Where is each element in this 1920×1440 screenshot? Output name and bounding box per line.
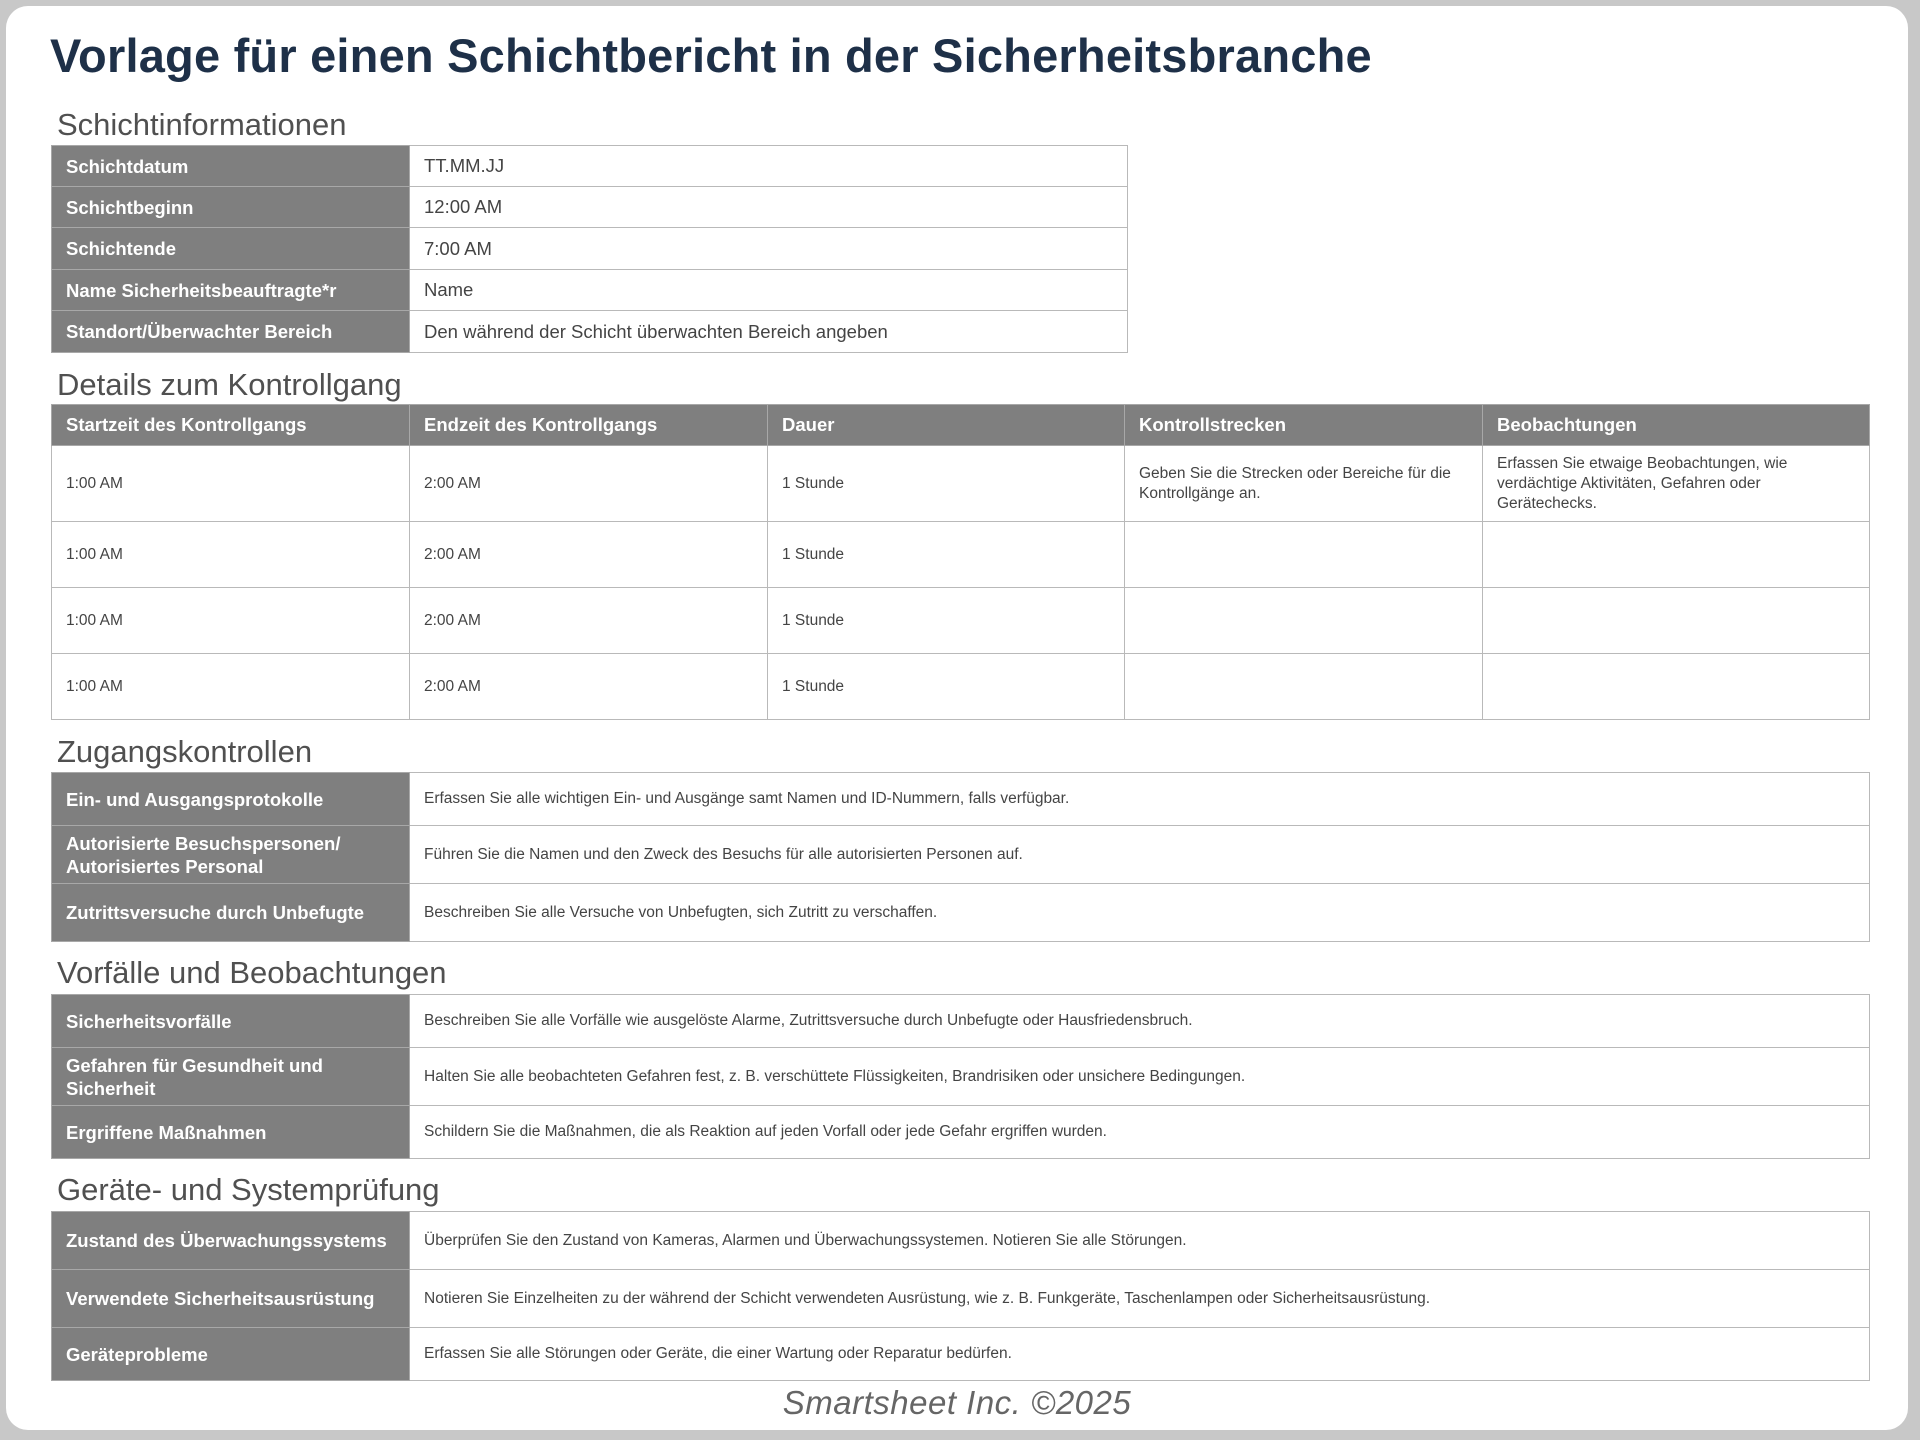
- column-header-observations: Beobachtungen: [1483, 405, 1870, 446]
- table-row: [52, 884, 1870, 942]
- security-incidents-field[interactable]: Beschreiben Sie alle Vorfälle wie ausgelöste Alarme, Zutrittsversuche durch Unbefugte oder Hausfriedensbruch.: [410, 995, 1870, 1048]
- table-row: [52, 1328, 1870, 1381]
- patrol-end-cell[interactable]: 2:00 AM: [410, 446, 768, 522]
- actions-taken-field[interactable]: Schildern Sie die Maßnahmen, die als Reaktion auf jeden Vorfall oder jede Gefahr ergriffen wurden.: [410, 1106, 1870, 1159]
- patrol-table: [51, 404, 1870, 720]
- patrol-end-cell[interactable]: 2:00 AM: [410, 654, 768, 720]
- table-row: [52, 654, 1870, 720]
- patrol-start-cell[interactable]: 1:00 AM: [52, 522, 410, 588]
- patrol-start-cell[interactable]: 1:00 AM: [52, 654, 410, 720]
- entry-exit-log-field[interactable]: Erfassen Sie alle wichtigen Ein- und Ausgänge samt Namen und ID-Nummern, falls verfügbar.: [410, 773, 1870, 826]
- column-header-routes: Kontrollstrecken: [1125, 405, 1483, 446]
- table-row: [52, 1048, 1870, 1106]
- shift-info-row: [52, 311, 1128, 353]
- section-title-access: Zugangskontrollen: [57, 734, 313, 769]
- equipment-issues-label: Geräteprobleme: [52, 1328, 410, 1381]
- shift-end-field[interactable]: 7:00 AM: [410, 228, 1128, 270]
- patrol-start-cell[interactable]: 1:00 AM: [52, 446, 410, 522]
- surveillance-status-field[interactable]: Überprüfen Sie den Zustand von Kameras, Alarmen und Überwachungssystemen. Notieren Sie alle Störungen.: [410, 1212, 1870, 1270]
- equipment-table: [51, 1211, 1870, 1381]
- safety-equipment-field[interactable]: Notieren Sie Einzelheiten zu der während der Schicht verwendeten Ausrüstung, wie z. B. Funkgeräte, Taschenlampen oder Sicherheitsausrüstung.: [410, 1270, 1870, 1328]
- footer-copyright: Smartsheet Inc. ©2025: [782, 1384, 1132, 1421]
- patrol-duration-cell[interactable]: 1 Stunde: [768, 446, 1125, 522]
- table-row: [52, 773, 1870, 826]
- location-field[interactable]: Den während der Schicht überwachten Bereich angeben: [410, 311, 1128, 353]
- patrol-routes-cell[interactable]: [1125, 522, 1483, 588]
- surveillance-status-label: Zustand des Überwachungssystems: [52, 1212, 410, 1270]
- shift-info-row: [52, 228, 1128, 270]
- entry-exit-log-label: Ein- und Ausgangsprotokolle: [52, 773, 410, 826]
- officer-name-field[interactable]: Name: [410, 270, 1128, 311]
- table-row: [52, 522, 1870, 588]
- column-header-duration: Dauer: [768, 405, 1125, 446]
- patrol-observations-cell[interactable]: Erfassen Sie etwaige Beobachtungen, wie verdächtige Aktivitäten, Gefahren oder Gerätechecks.: [1483, 446, 1870, 522]
- column-header-end: Endzeit des Kontrollgangs: [410, 405, 768, 446]
- patrol-end-cell[interactable]: 2:00 AM: [410, 522, 768, 588]
- section-title-shift-info: Schichtinformationen: [57, 107, 347, 142]
- table-row: [52, 1106, 1870, 1159]
- patrol-routes-cell[interactable]: Geben Sie die Strecken oder Bereiche für die Kontrollgänge an.: [1125, 446, 1483, 522]
- shift-info-row: [52, 270, 1128, 311]
- shift-date-label: Schichtdatum: [52, 146, 410, 187]
- unauthorized-attempts-field[interactable]: Beschreiben Sie alle Versuche von Unbefugten, sich Zutritt zu verschaffen.: [410, 884, 1870, 942]
- table-row: [52, 995, 1870, 1048]
- shift-end-label: Schichtende: [52, 228, 410, 270]
- patrol-routes-cell[interactable]: [1125, 588, 1483, 654]
- shift-info-row: [52, 146, 1128, 187]
- patrol-duration-cell[interactable]: 1 Stunde: [768, 654, 1125, 720]
- section-title-incidents: Vorfälle und Beobachtungen: [57, 955, 447, 990]
- patrol-routes-cell[interactable]: [1125, 654, 1483, 720]
- incidents-table: [51, 994, 1870, 1159]
- health-safety-hazards-label: Gefahren für Gesundheit und Sicherheit: [52, 1048, 410, 1106]
- safety-equipment-label: Verwendete Sicherheitsausrüstung: [52, 1270, 410, 1328]
- document-sheet: [6, 6, 1908, 1430]
- patrol-observations-cell[interactable]: [1483, 588, 1870, 654]
- shift-info-table: [51, 145, 1128, 353]
- shift-info-row: [52, 187, 1128, 228]
- shift-start-label: Schichtbeginn: [52, 187, 410, 228]
- location-label: Standort/Überwachter Bereich: [52, 311, 410, 353]
- patrol-duration-cell[interactable]: 1 Stunde: [768, 588, 1125, 654]
- patrol-start-cell[interactable]: 1:00 AM: [52, 588, 410, 654]
- table-row: [52, 1212, 1870, 1270]
- table-row: [52, 588, 1870, 654]
- shift-date-field[interactable]: TT.MM.JJ: [410, 146, 1128, 187]
- access-table: [51, 772, 1870, 942]
- table-row: [52, 826, 1870, 884]
- shift-start-field[interactable]: 12:00 AM: [410, 187, 1128, 228]
- patrol-end-cell[interactable]: 2:00 AM: [410, 588, 768, 654]
- column-header-start: Startzeit des Kontrollgangs: [52, 405, 410, 446]
- patrol-header-row: [52, 405, 1870, 446]
- health-safety-hazards-field[interactable]: Halten Sie alle beobachteten Gefahren fest, z. B. verschüttete Flüssigkeiten, Brandrisiken oder unsichere Bedingungen.: [410, 1048, 1870, 1106]
- table-row: [52, 1270, 1870, 1328]
- patrol-observations-cell[interactable]: [1483, 654, 1870, 720]
- unauthorized-attempts-label: Zutrittsversuche durch Unbefugte: [52, 884, 410, 942]
- section-title-patrol: Details zum Kontrollgang: [57, 367, 402, 402]
- table-row: [52, 446, 1870, 522]
- patrol-duration-cell[interactable]: 1 Stunde: [768, 522, 1125, 588]
- page-title: Vorlage für einen Schichtbericht in der Sicherheitsbranche: [50, 29, 1372, 82]
- equipment-issues-field[interactable]: Erfassen Sie alle Störungen oder Geräte, die einer Wartung oder Reparatur bedürfen.: [410, 1328, 1870, 1381]
- officer-name-label: Name Sicherheitsbeauftragte*r: [52, 270, 410, 311]
- authorized-visitors-field[interactable]: Führen Sie die Namen und den Zweck des Besuchs für alle autorisierten Personen auf.: [410, 826, 1870, 884]
- patrol-observations-cell[interactable]: [1483, 522, 1870, 588]
- security-incidents-label: Sicherheitsvorfälle: [52, 995, 410, 1048]
- authorized-visitors-label: Autorisierte Besuchspersonen/ Autorisiertes Personal: [52, 826, 410, 884]
- section-title-equipment: Geräte- und Systemprüfung: [57, 1172, 440, 1207]
- actions-taken-label: Ergriffene Maßnahmen: [52, 1106, 410, 1159]
